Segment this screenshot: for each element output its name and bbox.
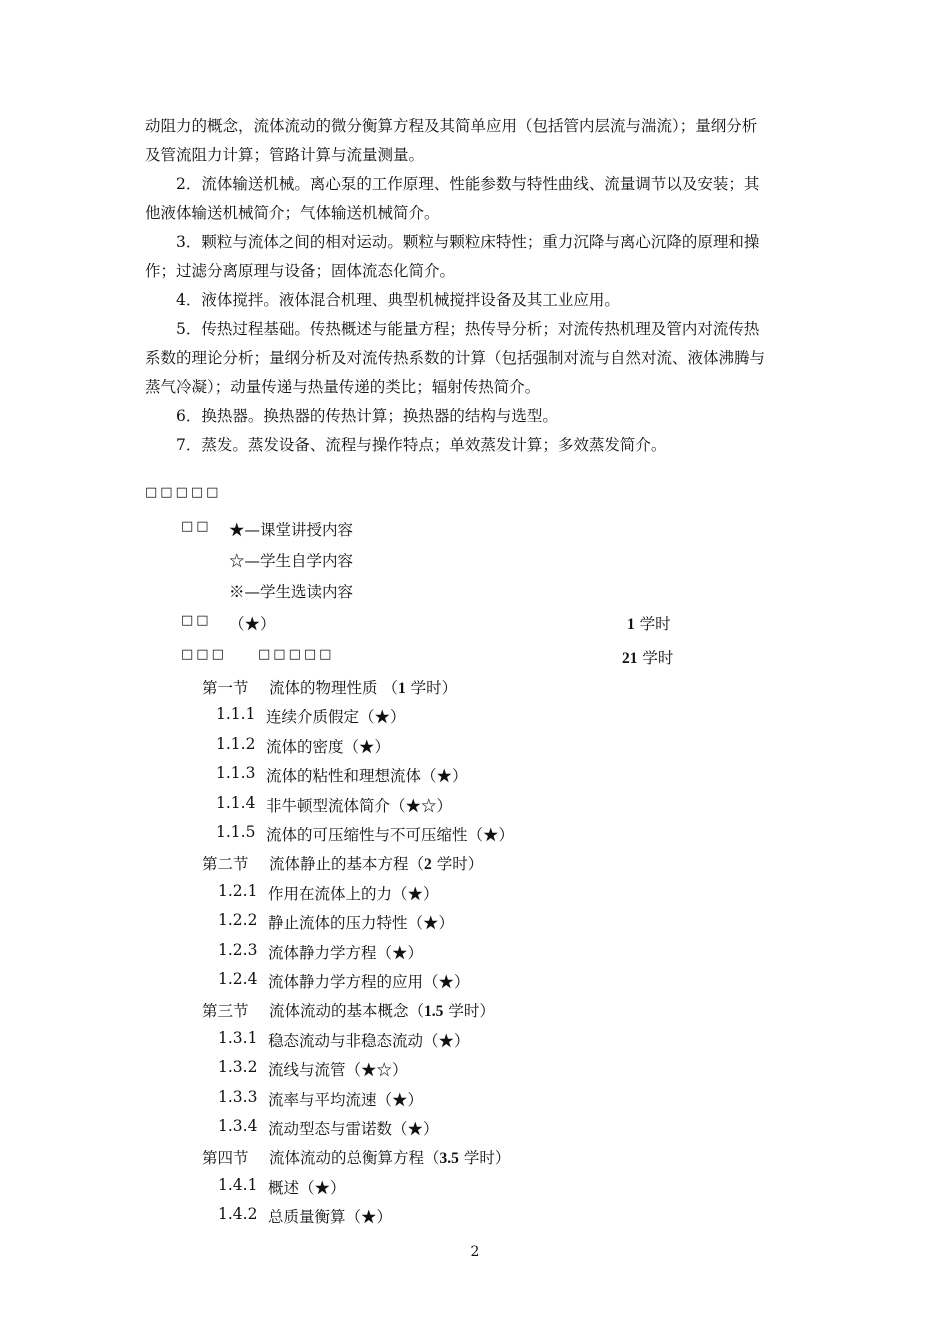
toc-item-title xyxy=(268,1205,392,1227)
text-line: 4．液体搅拌。液体混合机理、典型机械搅拌设备及其工业应用。 xyxy=(176,291,620,309)
toc-item-number: 1.2.1 xyxy=(218,881,258,900)
toc-item-title xyxy=(268,1117,439,1139)
toc-item-title xyxy=(268,882,439,904)
hours-number: 1 xyxy=(627,616,635,633)
toc-item-title xyxy=(266,764,468,786)
page-number: 2 xyxy=(470,1244,480,1260)
legend-label: □□ xyxy=(181,519,212,534)
toc-section-title xyxy=(269,1146,510,1168)
toc-item-number: 1.2.3 xyxy=(218,940,258,959)
toc-text: 流体的粘性和理想流体（★） xyxy=(266,767,468,786)
item-6 xyxy=(145,402,810,431)
text-line: 3．颗粒与流体之间的相对运动。颗粒与颗粒床特性；重力沉降与离心沉降的原理和操 xyxy=(176,233,760,251)
item-3 xyxy=(145,228,810,286)
toc-item-title xyxy=(268,1058,408,1080)
toc-item-title xyxy=(268,1176,346,1198)
toc-hours-unit: 学时） xyxy=(458,1149,511,1168)
text-line: 及管流阻力计算；管路计算与流量测量。 xyxy=(145,146,425,164)
toc-section-number: 第一节 xyxy=(202,679,249,697)
toc-hours-number: 1.5 xyxy=(424,1003,444,1021)
item-2 xyxy=(145,170,810,228)
intro-row-mark: （★） xyxy=(229,615,276,633)
toc-item-number: 1.1.5 xyxy=(216,823,256,841)
item-5 xyxy=(145,315,810,402)
toc-item-number: 1.1.2 xyxy=(216,734,256,753)
toc-item-number: 1.3.4 xyxy=(218,1117,258,1135)
toc-item-title xyxy=(268,970,470,992)
toc-text: 总质量衡算（★） xyxy=(268,1208,393,1227)
toc-section-title xyxy=(269,676,457,698)
toc-item-number: 1.4.1 xyxy=(218,1175,258,1194)
chapter-row-hours xyxy=(622,646,673,668)
toc-text: 流线与流管（★☆） xyxy=(268,1061,408,1080)
hours-unit: 学时 xyxy=(637,649,674,667)
legend-entry-optional: ※—学生选读内容 xyxy=(229,583,354,601)
toc-text: 流体的物理性质 （ xyxy=(269,679,398,697)
toc-item-title xyxy=(268,1029,470,1051)
toc-section-number: 第三节 xyxy=(202,1002,249,1021)
item-7 xyxy=(145,431,810,460)
text-line: 他液体输送机械简介；气体输送机械简介。 xyxy=(145,204,440,222)
intro-paragraph xyxy=(145,112,810,170)
text-line: 7．蒸发。蒸发设备、流程与操作特点；单效蒸发计算；多效蒸发简介。 xyxy=(176,436,667,454)
text-line: 5．传热过程基础。传热概述与能量方程；热传导分析；对流传热机理及管内对流传热 xyxy=(176,320,760,338)
toc-item-title xyxy=(266,794,452,816)
toc-item-title xyxy=(268,911,454,933)
toc-item-number: 1.3.2 xyxy=(218,1058,258,1077)
toc-text: 流体流动的基本概念（ xyxy=(269,1002,425,1021)
toc-hours-unit: 学时） xyxy=(443,1002,495,1021)
toc-hours-unit: 学时） xyxy=(431,855,484,874)
toc-text: 流体的可压缩性与不可压缩性（★） xyxy=(266,826,515,844)
toc-text: 流体的密度（★） xyxy=(266,737,391,756)
section-heading: □□□□□ xyxy=(145,485,222,500)
toc-hours-number: 1 xyxy=(397,680,406,697)
toc-section-number: 第二节 xyxy=(202,855,249,874)
legend-entry-selfstudy: ☆—学生自学内容 xyxy=(229,552,354,570)
toc-text: 流体流动的总衡算方程（ xyxy=(269,1149,440,1168)
toc-text: 流体静力学方程（★） xyxy=(268,943,424,962)
toc-item-number: 1.3.1 xyxy=(218,1028,258,1047)
toc-item-number: 1.4.2 xyxy=(218,1205,258,1224)
chapter-row-title: □□□□□ xyxy=(258,647,335,662)
toc-item-number: 1.1.3 xyxy=(216,764,256,783)
toc-item-number: 1.2.4 xyxy=(218,970,258,988)
toc-text: 静止流体的压力特性（★） xyxy=(268,914,455,933)
text-line: 作；过滤分离原理与设备；固体流态化简介。 xyxy=(145,262,456,280)
text-line: 蒸气冷凝）；动量传递与热量传递的类比；辐射传热简介。 xyxy=(145,378,541,396)
toc-text: 流动型态与雷诺数（★） xyxy=(268,1120,439,1138)
toc-item-title xyxy=(266,823,514,845)
toc-item-number: 1.1.1 xyxy=(216,705,256,724)
intro-row-hours xyxy=(627,612,671,634)
toc-text: 作用在流体上的力（★） xyxy=(268,884,439,903)
toc-hours-number: 3.5 xyxy=(439,1150,459,1168)
toc-text: 流率与平均流速（★） xyxy=(268,1090,424,1109)
toc-section-title xyxy=(269,999,495,1021)
toc-text: 连续介质假定（★） xyxy=(266,708,406,727)
text-line: 系数的理论分析；量纲分析及对流传热系数的计算（包括强制对流与自然对流、液体沸腾与 xyxy=(145,349,766,367)
toc-hours-number: 2 xyxy=(424,856,432,874)
toc-item-title xyxy=(268,1088,423,1110)
toc-text: 稳态流动与非稳态流动（★） xyxy=(268,1031,470,1050)
toc-item-number: 1.1.4 xyxy=(216,793,256,812)
toc-section-number: 第四节 xyxy=(202,1149,249,1168)
toc-hours-unit: 学时） xyxy=(405,679,458,697)
toc-item-title xyxy=(266,735,390,757)
item-4 xyxy=(145,286,810,315)
toc-text: 概述（★） xyxy=(268,1178,346,1197)
toc-item-number: 1.2.2 xyxy=(218,911,258,930)
text-line: 6．换热器。换热器的传热计算；换热器的结构与选型。 xyxy=(176,407,558,425)
intro-row-label: □□ xyxy=(181,613,212,628)
toc-text: 非牛顿型流体简介（★☆） xyxy=(266,796,453,815)
text-line: 2．流体输送机械。离心泵的工作原理、性能参数与特性曲线、流量调节以及安装；其 xyxy=(176,175,760,193)
toc-section-title xyxy=(269,852,483,874)
hours-unit: 学时 xyxy=(634,615,671,633)
toc-text: 流体静止的基本方程（ xyxy=(269,855,425,874)
text-line: 动阻力的概念，流体流动的微分衡算方程及其简单应用（包括管内层流与湍流）；量纲分析 xyxy=(145,117,758,135)
chapter-row-label: □□□ xyxy=(181,647,227,662)
toc-item-title xyxy=(266,705,406,727)
toc-item-number: 1.3.3 xyxy=(218,1087,258,1106)
toc-item-title xyxy=(268,941,423,963)
hours-number: 21 xyxy=(622,650,638,667)
toc-text: 流体静力学方程的应用（★） xyxy=(268,973,470,991)
legend-entry-lecture: ★—课堂讲授内容 xyxy=(229,521,354,539)
